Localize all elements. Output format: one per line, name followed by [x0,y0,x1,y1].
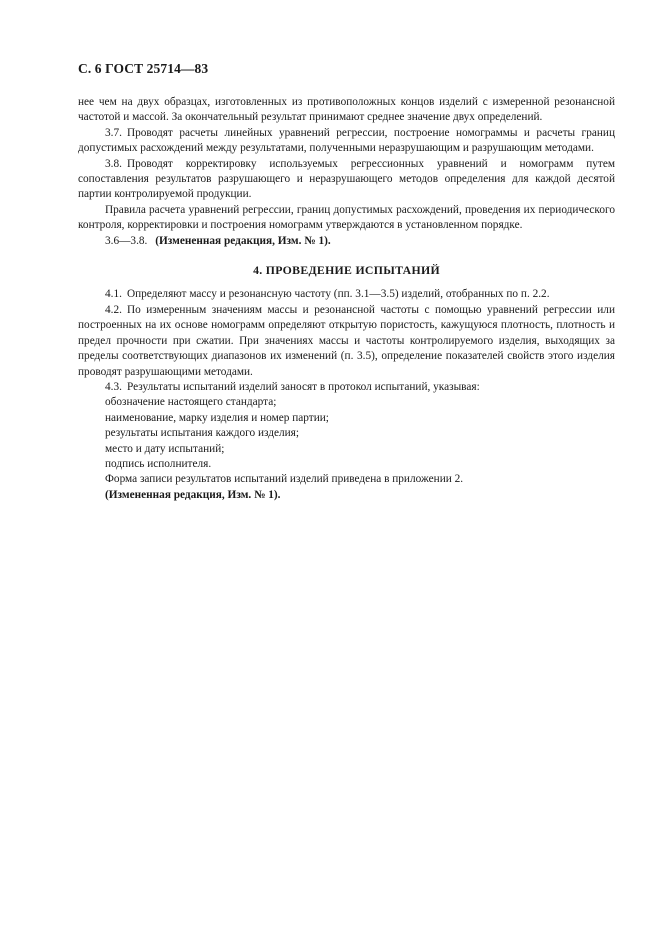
amendment-note: (Измененная редакция, Изм. № 1). [155,234,331,247]
paragraph-continuation: нее чем на двух образцах, изготовленных из противоположных концов изделий с измеренной резонансной частотой и массой. За окончательный результат принимают среднее значение двух определений. [78,96,615,124]
clause-number: 4.1. [105,288,122,301]
clause-number: 4.2. [105,303,122,316]
paragraph-3-8 [78,157,615,203]
clause-number: 4.3. [105,380,122,393]
page-header: С. 6 ГОСТ 25714—83 [78,61,209,76]
paragraph-4-1 [78,287,615,302]
paragraph-4-2 [78,303,615,380]
document-body [78,95,615,503]
list-item: обозначение настоящего стандарта; [105,396,277,409]
clause-text: Проводят корректировку используемых регрессионных уравнений и номограмм путем сопоставления результатов разрушающего и неразрушающего методов определения для каждой десятой партии контролируемой продукции. [78,157,615,201]
section-title: 4. ПРОВЕДЕНИЕ ИСПЫТАНИЙ [253,263,440,278]
paragraph-4-3 [78,380,615,395]
clause-text: Определяют массу и резонансную частоту (пп. 3.1—3.5) изделий, отобранных по п. 2.2. [126,288,550,301]
paragraph-amendment-3 [78,234,615,249]
amendment-note: (Измененная редакция, Изм. № 1). [105,488,281,501]
paragraph-form-reference: Форма записи результатов испытаний изделий приведена в приложении 2. [105,473,464,486]
clause-number: 3.7. [105,126,122,139]
list-item: подпись исполнителя. [105,457,212,470]
clause-number: 3.8. [105,157,122,170]
paragraph-3-7 [78,126,615,157]
list-item: наименование, марку изделия и номер партии; [105,411,329,424]
clause-text: По измеренным значениям массы и резонансной частоты с помощью уравнений регрессии или построенных на их основе номограмм определяют открытую пористость, кажущуюся плотность, плотность и предел прочности при сжатии. При значениях массы и частоты контролируемого изделия, выходящих за пределы соответствующих диапазонов их изменений (п. 3.5), определение показателей свойств этого изделия проводят разрушающими методами. [78,303,615,378]
clause-number: 3.6—3.8. [105,234,148,247]
list-item: результаты испытания каждого изделия; [105,427,300,440]
list-item: место и дату испытаний; [105,442,225,455]
paragraph-regression-rules: Правила расчета уравнений регрессии, границ допустимых расхождений, проведения их периодического контроля, корректировки и построения номограмм утверждаются в установленном порядке. [78,203,615,232]
clause-text: Проводят расчеты линейных уравнений регрессии, построение номограммы и расчеты границ допустимых расхождений между результатами, полученными неразрушающим и разрушающим методами. [78,126,615,155]
clause-text: Результаты испытаний изделий заносят в протокол испытаний, указывая: [126,380,480,393]
